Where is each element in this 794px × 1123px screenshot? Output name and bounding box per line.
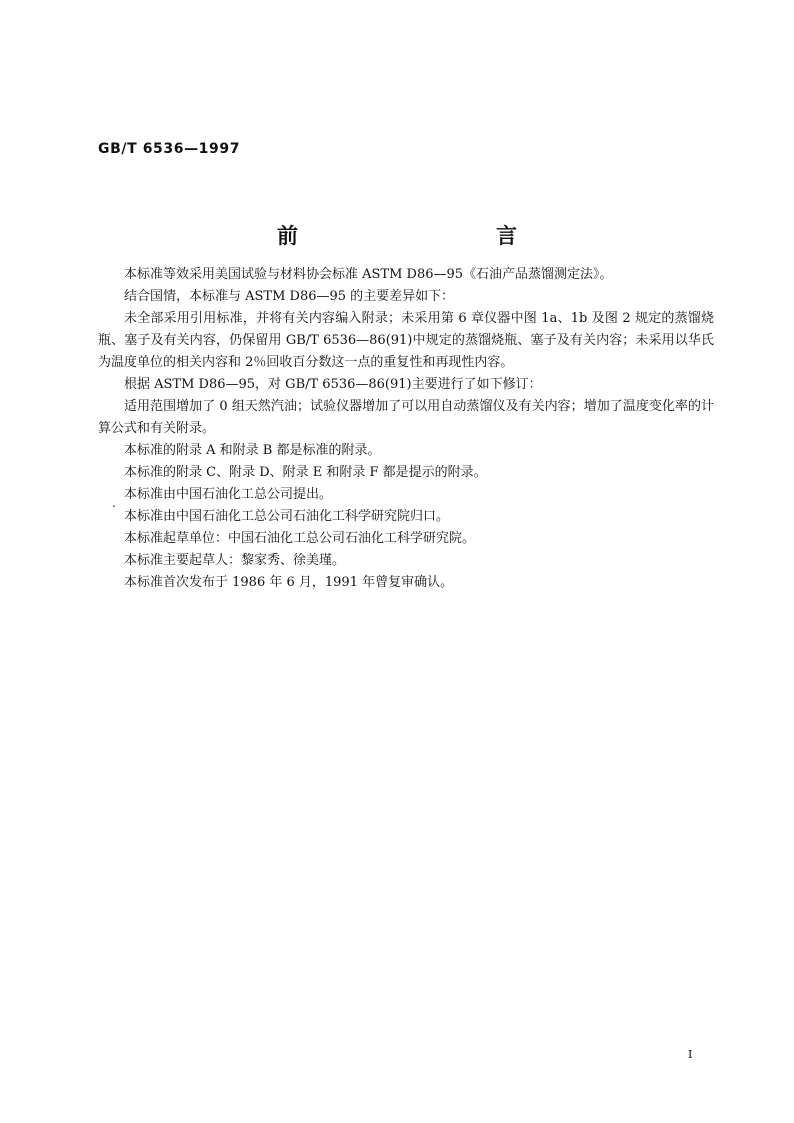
paragraph-informative-annexes: 本标准的附录 C、附录 D、附录 E 和附录 F 都是提示的附录。 — [124, 465, 487, 480]
paragraph-drafting-unit: 本标准起草单位：中国石油化工总公司石油化工科学研究院。 — [124, 531, 476, 546]
paragraph-centralized-by: 本标准由中国石油化工总公司石油化工科学研究院归口。 — [124, 509, 450, 524]
page-title: 前 言 — [277, 224, 569, 248]
paragraph-publication-history: 本标准首次发布于 1986 年 6 月，1991 年曾复审确认。 — [124, 575, 454, 590]
paragraph-proposed-by: 本标准由中国石油化工总公司提出。 — [124, 487, 333, 502]
paragraph-revisions-detail: 适用范围增加了 0 组天然汽油；试验仪器增加了可以用自动蒸馏仪及有关内容；增加了温度变化率的计算公式和有关附录。 — [98, 399, 714, 436]
page-number: I — [688, 1048, 693, 1061]
paragraph-differences-detail: 未全部采用引用标准，并将有关内容编入附录；未采用第 6 章仪器中图 1a、1b 及图 2 规定的蒸馏烧瓶、塞子及有关内容，仍保留用 GB/T 6536—86(91)中规定的蒸馏烧瓶、塞子及有关内容；未采用以华氏为温度单位的相关内容和 2％回收百分数这一点的重复性和再现性内容。 — [98, 311, 714, 370]
paragraph-normative-annexes: 本标准的附录 A 和附录 B 都是标准的附录。 — [124, 443, 381, 458]
paragraph-revisions-intro: 根据 ASTM D86—95，对 GB/T 6536—86(91)主要进行了如下修订： — [124, 377, 542, 392]
foreword-body — [98, 264, 714, 594]
stray-mark: . — [112, 496, 116, 510]
paragraph-adoption: 本标准等效采用美国试验与材料协会标准 ASTM D86—95《石油产品蒸馏测定法》。 — [124, 267, 613, 282]
paragraph-drafters: 本标准主要起草人：黎家秀、徐美瑾。 — [124, 553, 346, 568]
paragraph-differences-intro: 结合国情，本标准与 ASTM D86—95 的主要差异如下： — [124, 289, 455, 304]
standard-code: GB/T 6536—1997 — [98, 141, 241, 157]
